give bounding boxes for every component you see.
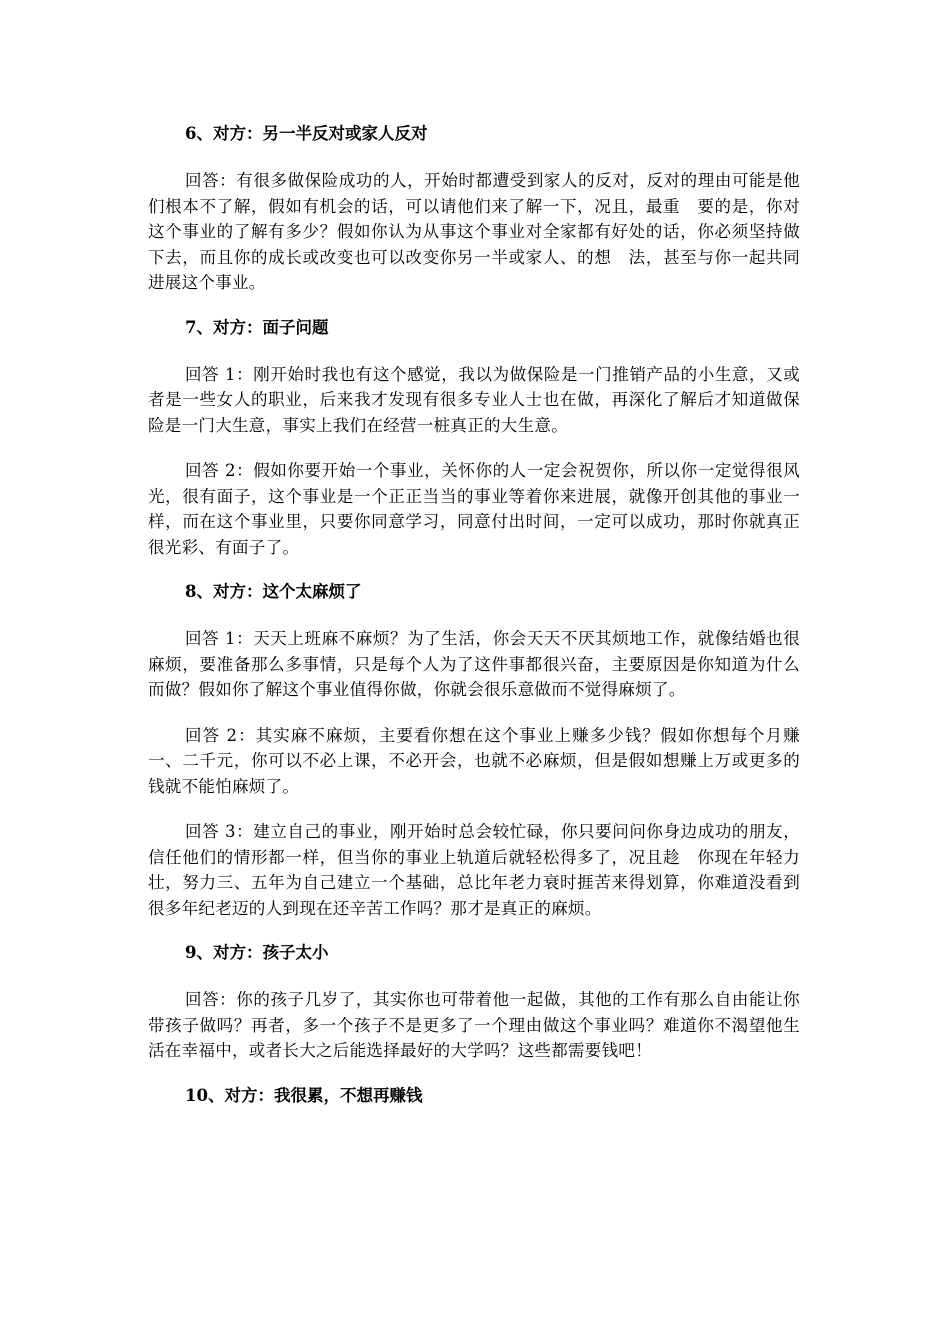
answer-paragraph: 回答 2：其实麻不麻烦，主要看你想在这个事业上赚多少钱？假如你想每个月赚一、二千元，你可以不必上课，不必开会，也就不必麻烦，但是假如想赚上万或更多的钱就不能怕麻烦了。 <box>148 725 800 796</box>
answer-paragraph: 回答 2：假如你要开始一个事业，关怀你的人一定会祝贺你，所以你一定觉得很风光，很有面子，这个事业是一个正正当当的事业等着你来进展，就像开创其他的事业一样，而在这个事业里，只要你同意学习，同意付出时间，一定可以成功，那时你就真正很光彩、有面子了。 <box>148 461 800 557</box>
section-7 <box>148 316 800 561</box>
section-8 <box>148 580 800 921</box>
answer-paragraph: 回答 1：天天上班麻不麻烦？为了生活，你会天天不厌其烦地工作，就像结婚也很麻烦，要准备那么多事情，只是每个人为了这件事都很兴奋，主要原因是你知道为什么而做？假如你了解这个事业值得你做，你就会很乐意做而不觉得麻烦了。 <box>148 629 800 699</box>
section-heading: 7、对方：面子问题 <box>185 317 329 337</box>
section-heading: 6、对方：另一半反对或家人反对 <box>185 124 428 143</box>
answer-paragraph: 回答 1：刚开始时我也有这个感觉，我以为做保险是一门推销产品的小生意，又或者是一些女人的职业，后来我才发现有很多专业人士也在做，再深化了解后才知道做保险是一门大生意，事实上我们在经营一桩真正的大生意。 <box>148 364 800 435</box>
document-body <box>148 122 800 1130</box>
section-heading: 9、对方：孩子太小 <box>185 943 329 962</box>
answer-paragraph: 回答：有很多做保险成功的人，开始时都遭受到家人的反对，反对的理由可能是他们根本不了解，假如有机会的话，可以请他们来了解一下，况且，最重 要的是，你对这个事业的了解有多少？假如你认为从事这个事业对全家都有好处的话，你必须坚持做下去，而且你的成长或改变也可以改变你另一半或家人、的想 法，甚至与你一起共同进展这个事业。 <box>148 171 800 292</box>
section-10 <box>148 1084 800 1108</box>
answer-paragraph: 回答：你的孩子几岁了，其实你也可带着他一起做，其他的工作有那么自由能让你带孩子做吗？再者，多一个孩子不是更多了一个理由做这个事业吗？难道你不渴望他生活在幸福中，或者长大之后能选择最好的大学吗？这些都需要钱吧！ <box>148 990 800 1060</box>
section-heading: 8、对方：这个太麻烦了 <box>185 582 362 601</box>
section-6 <box>148 122 800 296</box>
section-heading: 10、对方：我很累，不想再赚钱 <box>185 1085 423 1105</box>
answer-paragraph: 回答 3：建立自己的事业，刚开始时总会较忙碌，你只要问问你身边成功的朋友，信任他们的情形都一样，但当你的事业上轨道后就轻松得多了，况且趁 你现在年轻力壮，努力三、五年为自己建立一个基础，总比年老力衰时捱苦来得划算，你难道没看到很多年纪老迈的人到现在还辛苦工作吗？那才是真正的麻烦。 <box>148 822 800 918</box>
section-9 <box>148 941 800 1064</box>
